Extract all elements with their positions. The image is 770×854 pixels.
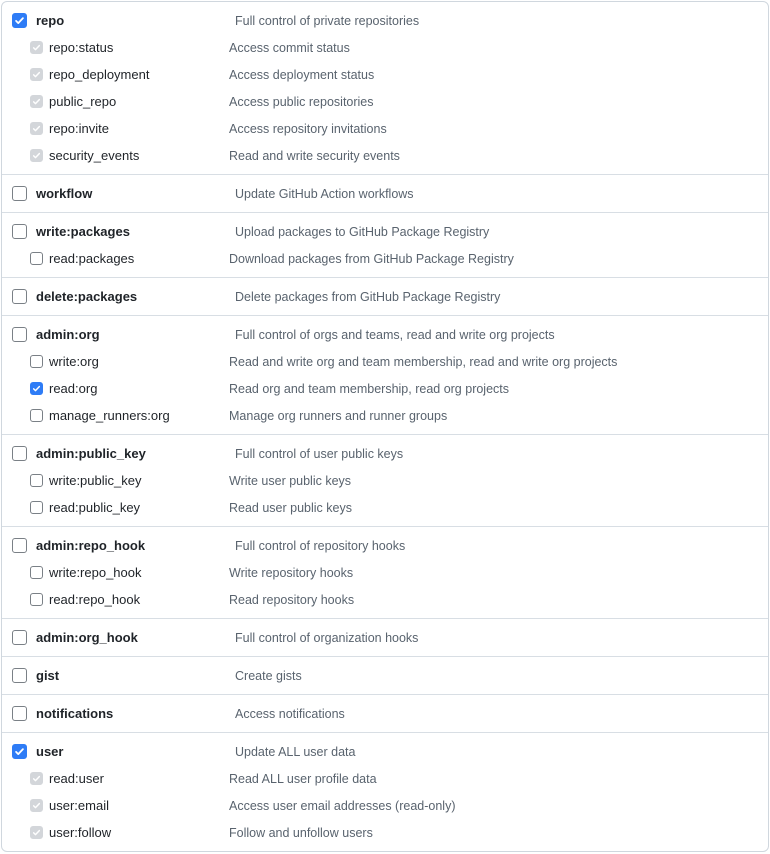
scope-row-left — [30, 565, 229, 580]
scope-row-left — [30, 381, 229, 396]
scope-description: Access notifications — [235, 706, 345, 721]
scope-checkbox-read:public_key[interactable] — [30, 501, 43, 514]
scope-description: Update ALL user data — [235, 744, 356, 759]
check-icon — [32, 828, 41, 837]
scope-group-delete:packages — [2, 277, 768, 315]
scope-row-left — [30, 40, 229, 55]
scope-checkbox-public_repo — [30, 95, 43, 108]
scope-row-write:org — [2, 348, 768, 375]
scope-description: Read and write org and team membership, read and write org projects — [229, 354, 618, 369]
scope-row-write:repo_hook — [2, 559, 768, 586]
scope-label[interactable]: admin:org_hook — [36, 630, 138, 645]
scope-row-repo — [2, 7, 768, 34]
scope-row-write:packages — [2, 218, 768, 245]
scope-description: Create gists — [235, 668, 302, 683]
scope-checkbox-user:follow — [30, 826, 43, 839]
scope-checkbox-admin:org_hook[interactable] — [12, 630, 27, 645]
scope-group-write:packages — [2, 212, 768, 277]
scope-label[interactable]: write:public_key — [49, 473, 142, 488]
scope-description: Write user public keys — [229, 473, 352, 488]
scope-row-left — [30, 771, 229, 786]
scope-description: Access repository invitations — [229, 121, 387, 136]
scope-description: Manage org runners and runner groups — [229, 408, 448, 423]
scope-checkbox-user[interactable] — [12, 744, 27, 759]
scope-checkbox-read:repo_hook[interactable] — [30, 593, 43, 606]
scope-description: Write repository hooks — [229, 565, 354, 580]
scope-label[interactable]: repo — [36, 13, 65, 28]
scope-checkbox-repo[interactable] — [12, 13, 27, 28]
scope-row-left — [12, 446, 235, 461]
scope-row-manage_runners:org — [2, 402, 768, 429]
scope-row-gist — [2, 662, 768, 689]
scope-label[interactable]: notifications — [36, 706, 114, 721]
check-icon — [32, 97, 41, 106]
scope-row-read:repo_hook — [2, 586, 768, 613]
scope-label: repo:status — [49, 40, 114, 55]
scope-row-left — [12, 289, 235, 304]
scope-row-left — [12, 186, 235, 201]
scope-row-left — [12, 744, 235, 759]
scope-row-user — [2, 738, 768, 765]
scope-row-security_events — [2, 142, 768, 169]
scope-group-gist — [2, 656, 768, 694]
scope-row-read:user — [2, 765, 768, 792]
scope-description: Read and write security events — [229, 148, 400, 163]
scope-description: Full control of private repositories — [235, 13, 420, 28]
scope-label[interactable]: workflow — [36, 186, 93, 201]
scope-label: public_repo — [49, 94, 117, 109]
scope-checkbox-read:user — [30, 772, 43, 785]
scope-group-workflow — [2, 174, 768, 212]
scope-label[interactable]: read:public_key — [49, 500, 141, 515]
check-icon — [32, 43, 41, 52]
scope-label[interactable]: read:org — [49, 381, 98, 396]
scope-description: Download packages from GitHub Package Registry — [229, 251, 514, 266]
check-icon — [32, 70, 41, 79]
scope-description: Upload packages to GitHub Package Registry — [235, 224, 490, 239]
scope-row-user:email — [2, 792, 768, 819]
scope-description: Access user email addresses (read-only) — [229, 798, 456, 813]
scope-row-left — [30, 798, 229, 813]
scope-description: Access commit status — [229, 40, 350, 55]
scope-group-notifications — [2, 694, 768, 732]
scope-checkbox-repo_deployment — [30, 68, 43, 81]
scope-row-left — [30, 121, 229, 136]
scope-row-repo_deployment — [2, 61, 768, 88]
scope-label[interactable]: read:packages — [49, 251, 135, 266]
scope-row-left — [30, 67, 229, 82]
scope-description: Full control of repository hooks — [235, 538, 406, 553]
scope-description: Update GitHub Action workflows — [235, 186, 414, 201]
scope-description: Read user public keys — [229, 500, 352, 515]
scope-description: Follow and unfollow users — [229, 825, 373, 840]
scope-description: Access public repositories — [229, 94, 374, 109]
scope-description: Access deployment status — [229, 67, 375, 82]
scope-label[interactable]: manage_runners:org — [49, 408, 170, 423]
scope-label[interactable]: delete:packages — [36, 289, 138, 304]
scope-group-user — [2, 732, 768, 851]
check-icon — [32, 774, 41, 783]
scope-row-notifications — [2, 700, 768, 727]
scope-description: Delete packages from GitHub Package Registry — [235, 289, 501, 304]
scope-checkbox-write:repo_hook[interactable] — [30, 566, 43, 579]
scope-checkbox-read:org[interactable] — [30, 382, 43, 395]
scope-row-admin:org_hook — [2, 624, 768, 651]
scope-checkbox-delete:packages[interactable] — [12, 289, 27, 304]
scope-label[interactable]: write:packages — [36, 224, 130, 239]
scope-row-read:packages — [2, 245, 768, 272]
scope-row-left — [30, 94, 229, 109]
scope-label[interactable]: admin:org — [36, 327, 100, 342]
scope-group-admin:repo_hook — [2, 526, 768, 618]
check-icon — [32, 384, 41, 393]
scope-row-left — [12, 538, 235, 553]
scope-checkbox-admin:repo_hook[interactable] — [12, 538, 27, 553]
scope-description: Full control of organization hooks — [235, 630, 419, 645]
scope-row-admin:repo_hook — [2, 532, 768, 559]
scope-checkbox-read:packages[interactable] — [30, 252, 43, 265]
scope-label: security_events — [49, 148, 140, 163]
scope-checkbox-workflow[interactable] — [12, 186, 27, 201]
check-icon — [32, 124, 41, 133]
scope-label[interactable]: admin:repo_hook — [36, 538, 146, 553]
scope-description: Full control of user public keys — [235, 446, 404, 461]
scope-label[interactable]: user — [36, 744, 64, 759]
token-scopes-list — [1, 1, 769, 852]
scope-row-admin:org — [2, 321, 768, 348]
scope-row-repo:invite — [2, 115, 768, 142]
scope-group-repo — [2, 2, 768, 174]
scope-label[interactable]: read:repo_hook — [49, 592, 141, 607]
scope-checkbox-admin:public_key[interactable] — [12, 446, 27, 461]
scope-group-admin:org — [2, 315, 768, 434]
scope-label: repo:invite — [49, 121, 109, 136]
scope-row-left — [30, 148, 229, 163]
scope-row-read:public_key — [2, 494, 768, 521]
scope-row-left — [12, 706, 235, 721]
scope-row-workflow — [2, 180, 768, 207]
scope-label[interactable]: write:org — [49, 354, 99, 369]
scope-label: read:user — [49, 771, 104, 786]
scope-checkbox-gist[interactable] — [12, 668, 27, 683]
scope-checkbox-repo:invite — [30, 122, 43, 135]
scope-checkbox-write:public_key[interactable] — [30, 474, 43, 487]
scope-checkbox-repo:status — [30, 41, 43, 54]
check-icon — [32, 151, 41, 160]
check-icon — [14, 746, 25, 757]
scope-row-left — [12, 668, 235, 683]
scope-label: user:email — [49, 798, 109, 813]
scope-row-public_repo — [2, 88, 768, 115]
scope-row-repo:status — [2, 34, 768, 61]
scope-checkbox-admin:org[interactable] — [12, 327, 27, 342]
scope-checkbox-notifications[interactable] — [12, 706, 27, 721]
scope-row-left — [30, 251, 229, 266]
scope-label: user:follow — [49, 825, 112, 840]
scope-label[interactable]: write:repo_hook — [49, 565, 142, 580]
scope-checkbox-manage_runners:org[interactable] — [30, 409, 43, 422]
scope-row-left — [30, 825, 229, 840]
scope-label[interactable]: admin:public_key — [36, 446, 146, 461]
scope-description: Full control of orgs and teams, read and write org projects — [235, 327, 555, 342]
scope-description: Read repository hooks — [229, 592, 355, 607]
scope-label[interactable]: gist — [36, 668, 60, 683]
check-icon — [32, 801, 41, 810]
scope-checkbox-security_events — [30, 149, 43, 162]
scope-row-left — [30, 473, 229, 488]
scope-description: Read org and team membership, read org projects — [229, 381, 510, 396]
scope-row-left — [30, 408, 229, 423]
scope-row-left — [12, 13, 235, 28]
scope-row-left — [30, 500, 229, 515]
scope-row-left — [12, 224, 235, 239]
check-icon — [14, 15, 25, 26]
scope-group-admin:public_key — [2, 434, 768, 526]
scope-row-read:org — [2, 375, 768, 402]
scope-row-left — [12, 327, 235, 342]
scope-row-write:public_key — [2, 467, 768, 494]
scope-row-delete:packages — [2, 283, 768, 310]
scope-row-left — [30, 354, 229, 369]
scope-row-left — [12, 630, 235, 645]
scope-checkbox-write:packages[interactable] — [12, 224, 27, 239]
scope-row-user:follow — [2, 819, 768, 846]
scope-row-admin:public_key — [2, 440, 768, 467]
scope-group-admin:org_hook — [2, 618, 768, 656]
scope-checkbox-user:email — [30, 799, 43, 812]
scope-description: Read ALL user profile data — [229, 771, 377, 786]
scope-label: repo_deployment — [49, 67, 150, 82]
scope-checkbox-write:org[interactable] — [30, 355, 43, 368]
scope-row-left — [30, 592, 229, 607]
